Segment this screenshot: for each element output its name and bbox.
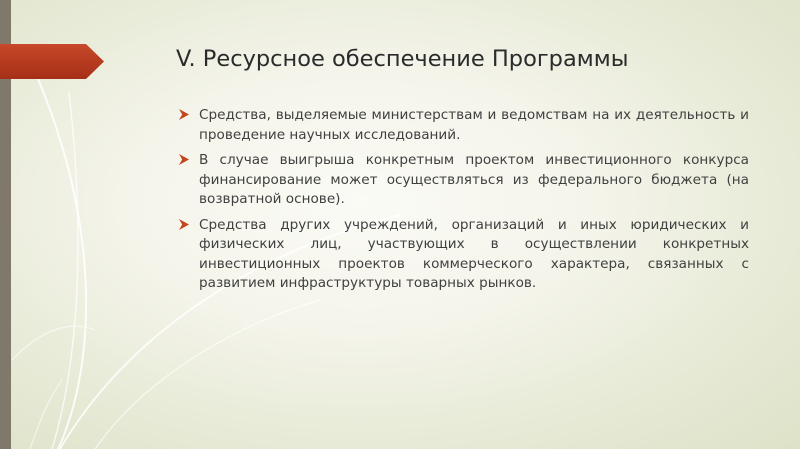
bullet-text: Средства, выделяемые министерствам и ведомствам на их деятельность и проведение научных исследований. xyxy=(199,107,749,143)
arrowhead-bullet-icon xyxy=(179,154,189,165)
bullet-item xyxy=(179,216,749,294)
slide-title: V. Ресурсное обеспечение Программы xyxy=(176,46,629,72)
title-accent-arrow xyxy=(0,44,104,79)
bullet-item xyxy=(179,106,749,145)
bullet-text: В случае выигрыша конкретным проектом инвестиционного конкурса финансирование может осуществляться из федерального бюджета (на возвратной основе). xyxy=(199,152,749,207)
bullet-item xyxy=(179,151,749,210)
bullet-list xyxy=(179,106,749,300)
arrowhead-bullet-icon xyxy=(179,219,189,230)
arrowhead-bullet-icon xyxy=(179,109,189,120)
bullet-text: Средства других учреждений, организаций и иных юридических и физических лиц, участвующих в осуществлении конкретных инвестиционных проектов коммерческого характера, связанных с развитием инфраструктуры товарных рынков. xyxy=(199,216,749,291)
